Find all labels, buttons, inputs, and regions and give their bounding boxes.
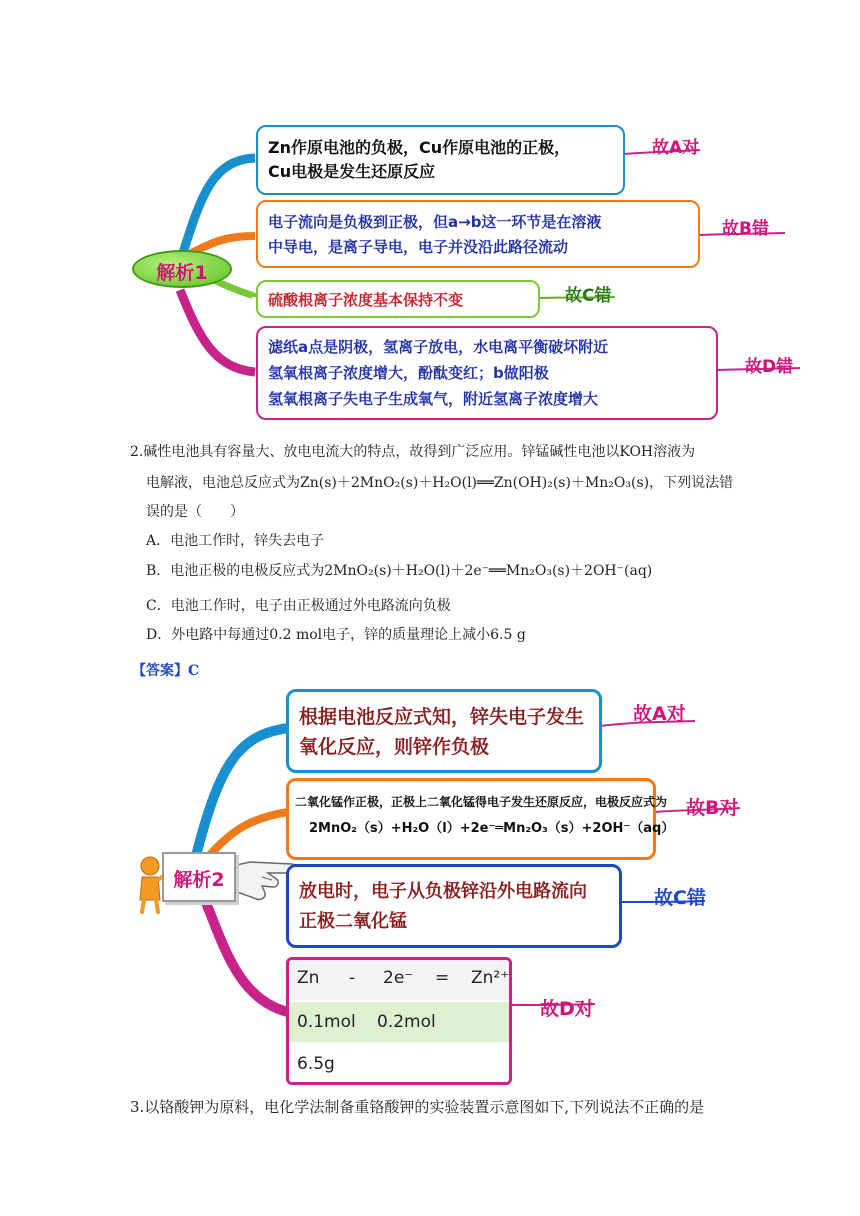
box-b-line1: 电子流向是负极到正极，但a→b这一环节是在溶液	[268, 213, 602, 231]
q2-option-a: A．电池工作时，锌失去电子	[146, 533, 325, 549]
q3-stem-line1: 3.以铬酸钾为原料，电化学法制备重铬酸钾的实验装置示意图如下,下列说法不正确的是	[130, 1098, 705, 1116]
box-b-line2: 中导电，是离子导电，电子并没沿此路径流动	[268, 238, 569, 256]
verdict-1c: 故C错	[565, 286, 612, 306]
mindmap-1-box-d	[256, 326, 718, 420]
q2-option-b: B．电池正极的电极反应式为2MnO₂(s)＋H₂O(l)＋2e⁻══Mn₂O₃(s)＋2OH⁻(aq)	[146, 563, 653, 579]
calc-zn: Zn	[297, 968, 320, 988]
q2-answer	[132, 660, 199, 680]
box2-b-line1: 二氧化锰作正极，正极上二氧化锰得电子发生还原反应，电极反应式为	[295, 795, 668, 809]
mindmap-1-center-label: 解析1	[156, 262, 208, 284]
calc-equals: =	[435, 968, 450, 988]
calc-zn2: Zn²⁺	[471, 968, 510, 988]
box-c-line1: 硫酸根离子浓度基本保持不变	[268, 291, 464, 309]
verdict-1b: 故B错	[722, 219, 769, 239]
q2-stem-line3: 误的是（ ）	[146, 504, 244, 520]
box2-c-line2: 正极二氧化锰	[299, 911, 407, 932]
box-d-line1: 滤纸a点是阴极，氢离子放电，水电离平衡破坏附近	[268, 338, 609, 356]
q2-option-d: D．外电路中每通过0.2 mol电子，锌的质量理论上减小6.5 g	[146, 627, 526, 643]
box2-a-line1: 根据电池反应式知，锌失电子发生	[299, 706, 585, 728]
box2-c-line1: 放电时，电子从负极锌沿外电路流向	[299, 881, 587, 902]
verdict-2a: 故A对	[633, 703, 686, 725]
mindmap-1-box-c	[256, 280, 540, 318]
box-a-line2: Cu电极是发生还原反应	[268, 162, 436, 181]
verdict-2c: 故C错	[654, 887, 706, 909]
mindmap-2-box-a	[286, 689, 602, 773]
mindmap-1-box-b	[256, 200, 700, 268]
box-d-line2: 氢氧根离子浓度增大，酚酞变红；b做阳极	[268, 364, 549, 382]
calc-row-2	[289, 1002, 509, 1042]
verdict-1d: 故D错	[745, 357, 794, 377]
mindmap-1-box-a	[256, 125, 625, 195]
box-d-line3: 氢氧根离子失电子生成氧气，附近氢离子浓度增大	[268, 390, 599, 408]
verdict-1a: 故A对	[652, 138, 700, 158]
calc-2e: 2e⁻	[383, 968, 414, 988]
mindmap-1-center	[132, 250, 232, 288]
mindmap-2-box-d	[286, 957, 512, 1085]
calc-01mol: 0.1mol	[297, 1012, 356, 1032]
calc-row-3	[289, 1044, 509, 1085]
calc-row-1	[289, 960, 509, 1000]
answer-label: 【答案】	[132, 663, 188, 679]
calc-02mol: 0.2mol	[377, 1012, 436, 1032]
mindmap-2-center	[162, 852, 236, 902]
answer-value: C	[188, 663, 200, 679]
verdict-2b: 故B对	[686, 797, 739, 819]
box2-a-line2: 氧化反应，则锌作负极	[299, 736, 490, 758]
q2-option-c: C．电池工作时，电子由正极通过外电路流向负极	[146, 598, 451, 614]
box-a-line1: Zn作原电池的负极，Cu作原电池的正极，	[268, 138, 571, 157]
mindmap-2-box-b	[286, 778, 675, 860]
box2-b-line2: 2MnO₂（s）+H₂O（l）+2e⁻═Mn₂O₃（s）+2OH⁻（aq）	[309, 821, 675, 836]
calc-65g: 6.5g	[297, 1054, 335, 1074]
q2-stem-line2: 电解液，电池总反应式为Zn(s)＋2MnO₂(s)＋H₂O(l)══Zn(OH)₂(s)＋Mn₂O₃(s)，下列说法错	[146, 475, 734, 491]
verdict-2d: 故D对	[540, 998, 594, 1020]
mindmap-2-box-c	[286, 864, 622, 948]
calc-minus: -	[349, 968, 356, 988]
q2-stem-line1: 2.碱性电池具有容量大、放电电流大的特点，故得到广泛应用。锌锰碱性电池以KOH溶液为	[130, 444, 696, 460]
mindmap-2-center-label: 解析2	[173, 869, 225, 891]
